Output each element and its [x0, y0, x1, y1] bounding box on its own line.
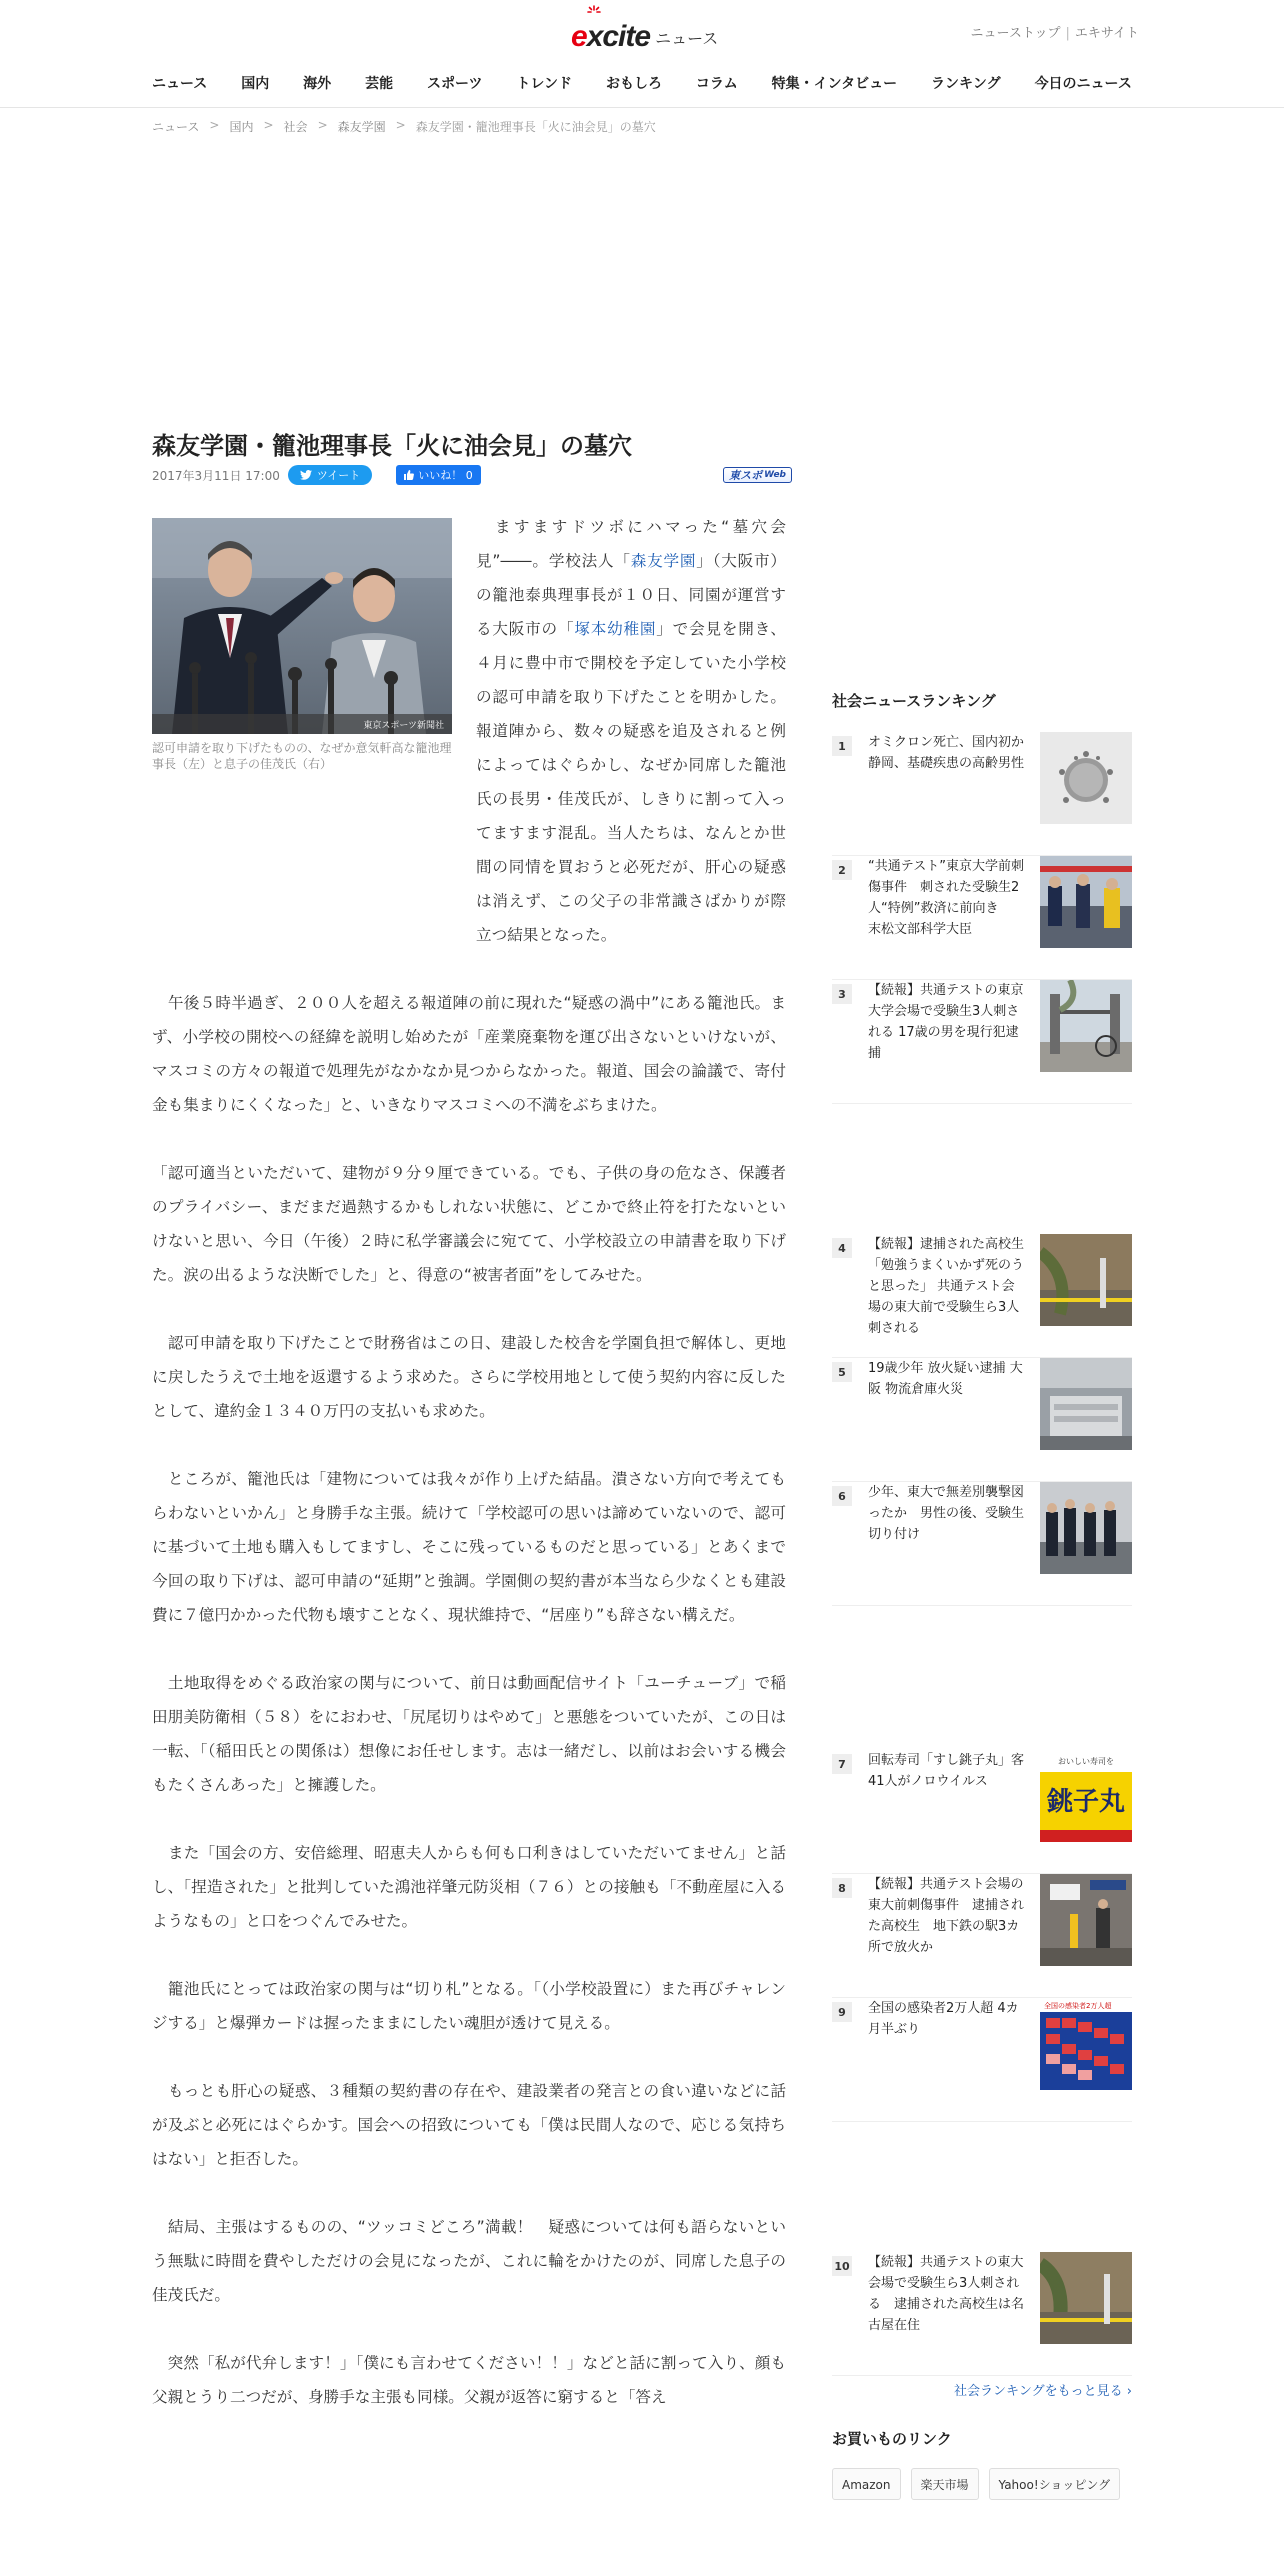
rank-number: 6: [832, 1486, 852, 1506]
breadcrumb-current: 森友学園・籠池理事長「火に油会見」の墓穴: [415, 120, 656, 134]
crowd-thumb[interactable]: [1040, 1482, 1132, 1574]
article-paragraph: ところが、籠池氏は「建物については我々が作り上げた結晶。潰さない方向で考えてもらわないといかん」と身勝手な主張。続けて「学校認可の思いは諦めていないので、認可に基づいて土地も購入もしてますし、そこに残っているものだと思っている」とあくまで今回の取り下げは、認可申請の“延期”と強調。学園側の契約書が本当なら少なくとも建設費に７億円かかった代物も壊すことなく、現状維持で、“居座り”も辞さない構えだ。: [152, 1470, 786, 1624]
nav-item-overseas[interactable]: 海外: [303, 76, 332, 92]
map-thumb-label: 全国の感染者2万人超: [1044, 2002, 1112, 2010]
nav-item-news[interactable]: ニュース: [152, 76, 208, 92]
nav-item-entertainment[interactable]: 芸能: [365, 76, 394, 92]
shop-link-amazon[interactable]: Amazon: [832, 2468, 901, 2500]
ranking-item[interactable]: [832, 1998, 1132, 2122]
facebook-like-button[interactable]: いいね！ 0: [396, 465, 481, 485]
article-paragraph: 結局、主張はするものの、“ツッコミどころ”満載！ 疑惑については何も語らないという無駄に時間を費やしただけの会見になったが、これに輪をかけたのが、同席した息子の佳茂氏だ。: [152, 2218, 786, 2304]
tweet-button[interactable]: ツイート: [288, 465, 372, 485]
twitter-bird-icon: [300, 470, 312, 480]
breadcrumb-item[interactable]: 社会: [283, 120, 308, 134]
header-link-excite[interactable]: エキサイト: [1074, 26, 1139, 41]
sushi-thumb-label: 銚子丸: [1046, 1787, 1126, 1817]
ranking-item[interactable]: [832, 1874, 1132, 1998]
tape-thumb[interactable]: [1040, 1234, 1132, 1326]
rank-number: 9: [832, 2002, 852, 2022]
rank-headline[interactable]: 【続報】逮捕された高校生「勉強うまくいかず死のうと思った」 共通テスト会場の東大前で受験生ら3人刺される: [868, 1237, 1025, 1336]
rank-number: 8: [832, 1878, 852, 1898]
link-moritomo-gakuen[interactable]: 森友学園: [630, 552, 697, 570]
article-body: [152, 510, 786, 2448]
header-link-news-top[interactable]: ニューストップ: [970, 26, 1061, 41]
rank-headline[interactable]: 【続報】共通テストの東京大学会場で受験生3人刺される 17歳の男を現行犯逮捕: [868, 983, 1024, 1061]
header-links: ニューストップ | エキサイト: [970, 26, 1139, 41]
logo-sparkle-icon: [587, 5, 601, 19]
article-paragraph: 認可申請を取り下げたことで財務省はこの日、建設した校舎を学園負担で解体し、更地に戻したうえで土地を返還するよう求めた。さらに学校用地として使う契約内容に反したとして、違約金１３４０万円の支払いも求めた。: [152, 1334, 786, 1420]
rank-headline[interactable]: 19歳少年 放火疑い逮捕 大阪 物流倉庫火災: [868, 1361, 1023, 1397]
site-logo[interactable]: [571, 14, 718, 54]
tape2-thumb[interactable]: [1040, 2252, 1132, 2344]
article-paragraph: ますますドツボにハマった“墓穴会見”――。学校法人「森友学園」（大阪市）の籠池泰典理事長が１０日、同園が運営する大阪市の「塚本幼稚園」で会見を開き、４月に豊中市で開校を予定していた小学校の認可申請を取り下げたことを明かした。報道陣から、数々の疑惑を追及されると例によってはぐらかし、なぜか同席した籠池氏の長男・佳茂氏が、しきりに割って入ってますます混乱。当人たちは、なんとか世間の同情を買おうと必死だが、肝心の疑惑は消えず、この父子の非常識さばかりが際立つ結果となった。: [476, 518, 786, 944]
sushi-thumb[interactable]: [1040, 1750, 1132, 1842]
photo-float-spacer: [152, 510, 476, 952]
article-date: 2017年3月11日 17:00: [152, 468, 280, 483]
rank-headline[interactable]: “共通テスト”東京大学前刺傷事件 刺された受験生2人“特例”救済に前向き 末松文部科学大臣: [868, 859, 1024, 937]
article-title: 森友学園・籠池理事長「火に油会見」の墓穴: [152, 432, 632, 460]
police-thumb[interactable]: [1040, 856, 1132, 948]
nav-item-domestic[interactable]: 国内: [241, 76, 270, 92]
ranking-item[interactable]: [832, 1234, 1132, 1358]
rank-headline[interactable]: 回転寿司「すし銚子丸」客41人がノロウイルス: [868, 1753, 1025, 1789]
rank-number: 1: [832, 736, 852, 756]
rank-headline[interactable]: オミクロン死亡、国内初か 静岡、基礎疾患の高齢男性: [868, 735, 1038, 771]
virus-thumb[interactable]: [1040, 732, 1132, 824]
station-thumb[interactable]: [1040, 1874, 1132, 1966]
link-tsukamoto-kindergarten[interactable]: 塚本幼稚園: [574, 620, 657, 638]
ranking-more-link[interactable]: 社会ランキングをもっと見る ›: [954, 2384, 1132, 2399]
ranking-title: 社会ニュースランキング: [832, 692, 996, 710]
gate-thumb[interactable]: [1040, 980, 1132, 1072]
map-thumb[interactable]: [1040, 1998, 1132, 2090]
photo-credit: 東京スポーツ新聞社: [363, 721, 444, 731]
breadcrumb-item[interactable]: ニュース: [152, 120, 200, 134]
breadcrumb-item[interactable]: 国内: [229, 120, 254, 134]
rank-headline[interactable]: 【続報】共通テストの東大会場で受験生ら3人刺される 逮捕された高校生は名古屋在住: [868, 2255, 1025, 2333]
rank-number: 2: [832, 860, 852, 880]
sushi-thumb-tagline: おいしい寿司を: [1058, 1757, 1114, 1766]
ranking-item[interactable]: [832, 2252, 1132, 2376]
nav-item-column[interactable]: コラム: [695, 76, 738, 92]
article-paragraph: 突然「私が代弁します！」「僕にも言わせてください！！」などと話に割って入り、顔も父親とうり二つだが、身勝手な主張も同様。父親が返答に窮すると「答え: [152, 2354, 786, 2406]
ranking-item[interactable]: [832, 732, 1132, 856]
rank-headline[interactable]: 全国の感染者2万人超 4カ月半ぶり: [868, 2001, 1019, 2037]
rank-number: 7: [832, 1754, 852, 1774]
rank-number: 5: [832, 1362, 852, 1382]
nav-item-today[interactable]: 今日のニュース: [1034, 76, 1132, 92]
article-paragraph: 午後５時半過ぎ、２００人を超える報道陣の前に現れた“疑惑の渦中”にある籠池氏。まず、小学校の開校への経緯を説明し始めたが「産業廃棄物を運び出さないといけないが、マスコミの方々の報道で処理先がなかなか見つからなかった。報道、国会の論議で、寄付金も集まりにくくなった」と、いきなりマスコミへの不満をぶちまけた。: [152, 994, 786, 1114]
shopping-links: [832, 2468, 1120, 2500]
rank-headline[interactable]: 少年、東大で無差別襲撃図ったか 男性の後、受験生切り付け: [868, 1485, 1025, 1542]
ranking-item[interactable]: [832, 1482, 1132, 1606]
article-paragraph: 籠池氏にとっては政治家の関与は“切り札”となる。「（小学校設置に）また再びチャレンジする」と爆弾カードは握ったままにしたい魂胆が透けて見える。: [152, 1980, 786, 2032]
nav-item-ranking[interactable]: ランキング: [931, 76, 1001, 92]
article-paragraph: 「認可適当といただいて、建物が９分９厘できている。でも、子供の身の危なさ、保護者のプライバシー、まだまだ過熱するかもしれない状態に、どこかで終止符を打たないといけないと思い、今日（午後）２時に私学審議会に宛てて、小学校設立の申請書を取り下げた。涙の出るような決断でした」と、得意の“被害者面”をしてみせた。: [152, 1164, 786, 1284]
nav-item-features[interactable]: 特集・インタビュー: [771, 76, 898, 92]
ranking-item[interactable]: [832, 980, 1132, 1104]
site-header: [0, 0, 1284, 108]
ranking-item[interactable]: [832, 856, 1132, 980]
breadcrumb: ニュース > 国内 > 社会 > 森友学園 > 森友学園・籠池理事長「火に油会見」の墓穴: [152, 118, 656, 134]
article-paragraph: 土地取得をめぐる政治家の関与について、前日は動画配信サイト「ユーチューブ」で稲田朋美防衛相（５８）をにおわせ、「尻尾切りはやめて」と悪態をついていたが、この日は一転、「（稲田氏との関係は）想像にお任せします。志は一緒だし、以前はお会いする機会もたくさんあった」と擁護した。: [152, 1674, 786, 1794]
article-paragraph: また「国会の方、安倍総理、昭恵夫人からも何も口利きはしていただいてません」と話し、「捏造された」と批判していた鴻池祥肇元防災相（７６）との接触も「不動産屋に入るようなもの」と口をつぐんでみせた。: [152, 1844, 786, 1930]
thumbs-up-icon: [404, 470, 414, 480]
rank-headline[interactable]: 【続報】共通テスト会場の東大前刺傷事件 逮捕された高校生 地下鉄の駅3カ所で放火か: [868, 1877, 1025, 1955]
article-meta: [152, 464, 792, 486]
breadcrumb-item[interactable]: 森友学園: [337, 120, 386, 134]
chevron-right-icon: ›: [1126, 2384, 1132, 2399]
rank-number: 3: [832, 984, 852, 1004]
ranking-item[interactable]: [832, 1358, 1132, 1482]
source-badge-tospo[interactable]: 東スポ Web: [723, 467, 792, 483]
shop-link-yahoo[interactable]: Yahoo!ショッピング: [989, 2468, 1121, 2500]
rank-number: 4: [832, 1238, 852, 1258]
article-paragraph: もっとも肝心の疑惑、３種類の契約書の存在や、建設業者の発言との食い違いなどに話が及ぶと必死にはぐらかす。国会への招致についても「僕は民間人なので、応じる気持ちはない」と拒否した。: [152, 2082, 786, 2168]
logo-section-label: ニュース: [655, 29, 719, 48]
warehouse-thumb[interactable]: [1040, 1358, 1132, 1450]
nav-item-sports[interactable]: スポーツ: [427, 76, 483, 92]
nav-item-trend[interactable]: トレンド: [516, 76, 573, 92]
shop-link-rakuten[interactable]: 楽天市場: [911, 2468, 979, 2500]
photo-caption: 認可申請を取り下げたものの、なぜか意気軒高な籠池理事長（左）と息子の佳茂氏（右）: [152, 741, 452, 771]
rank-number: 10: [832, 2256, 852, 2276]
nav-item-funny[interactable]: おもしろ: [605, 76, 662, 92]
ranking-item[interactable]: [832, 1750, 1132, 1874]
global-nav: [152, 66, 1132, 100]
logo-brand: excite: [571, 20, 651, 53]
shopping-title: お買いものリンク: [832, 2430, 952, 2448]
